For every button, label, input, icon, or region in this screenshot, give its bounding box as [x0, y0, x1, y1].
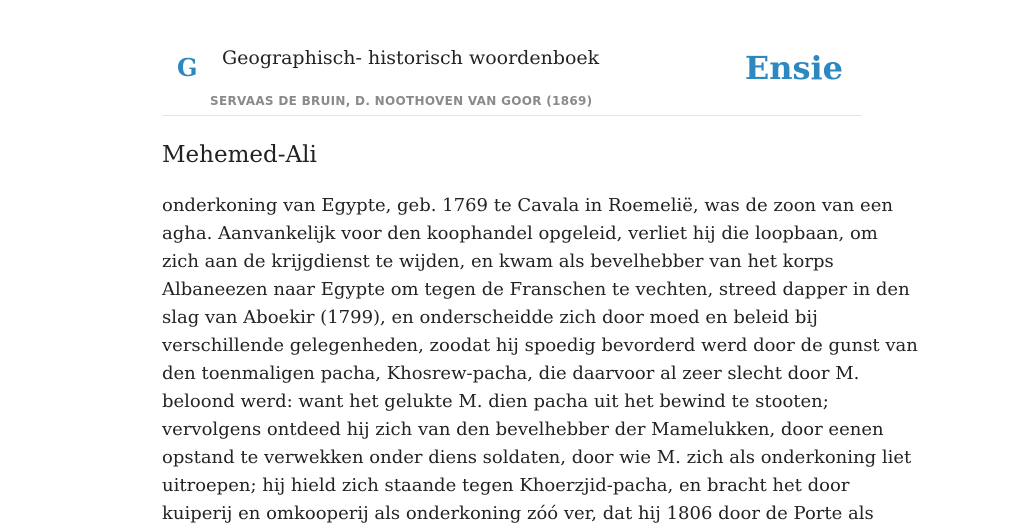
entry-text-line: agha. Aanvankelijk voor den koophandel opgeleid, verliet hij die loopbaan, om [162, 223, 878, 244]
entry-text-line: den toenmaligen pacha, Khosrew-pacha, die daarvoor al zeer slecht door M. [162, 363, 860, 384]
entry-text-line: opstand te verwekken onder diens soldaten, door wie M. zich als onderkoning liet [162, 447, 912, 468]
entry-text-line: onderkoning van Egypte, geb. 1769 te Cavala in Roemelië, was de zoon van een [162, 195, 893, 216]
entry-text-line: kuiperij en omkooperij als onderkoning zóó ver, dat hij 1806 door de Porte als [162, 503, 874, 524]
entry-text-line: Albaneezen naar Egypte om tegen de Franschen te vechten, streed dapper in den [162, 279, 910, 300]
book-authors: SERVAAS DE BRUIN, D. NOOTHOVEN VAN GOOR (1869) [210, 94, 593, 108]
book-title[interactable]: Geographisch- historisch woordenboek [222, 47, 600, 69]
header [162, 40, 862, 116]
entry-text-line: zich aan de krijgdienst te wijden, en kwam als bevelhebber van het korps [162, 251, 834, 272]
brand-logo[interactable]: Ensie [744, 49, 843, 87]
entry-text-line: uitroepen; hij hield zich staande tegen Khoerzjid-pacha, en bracht het door [162, 475, 850, 496]
entry-text-line: vervolgens ontdeed hij zich van den bevelhebber der Mamelukken, door eenen [162, 419, 884, 440]
entry-text-line: slag van Aboekir (1799), en onderscheidde zich door moed en beleid bij [162, 307, 818, 328]
book-logo-letter[interactable]: G [177, 53, 198, 82]
entry-text-line: beloond werd: want het gelukte M. dien pacha uit het bewind te stooten; [162, 391, 829, 412]
entry-body [162, 192, 918, 528]
entry-text-line: verschillende gelegenheden, zoodat hij spoedig bevorderd werd door de gunst van [162, 335, 918, 356]
entry-title: Mehemed-Ali [162, 142, 317, 168]
